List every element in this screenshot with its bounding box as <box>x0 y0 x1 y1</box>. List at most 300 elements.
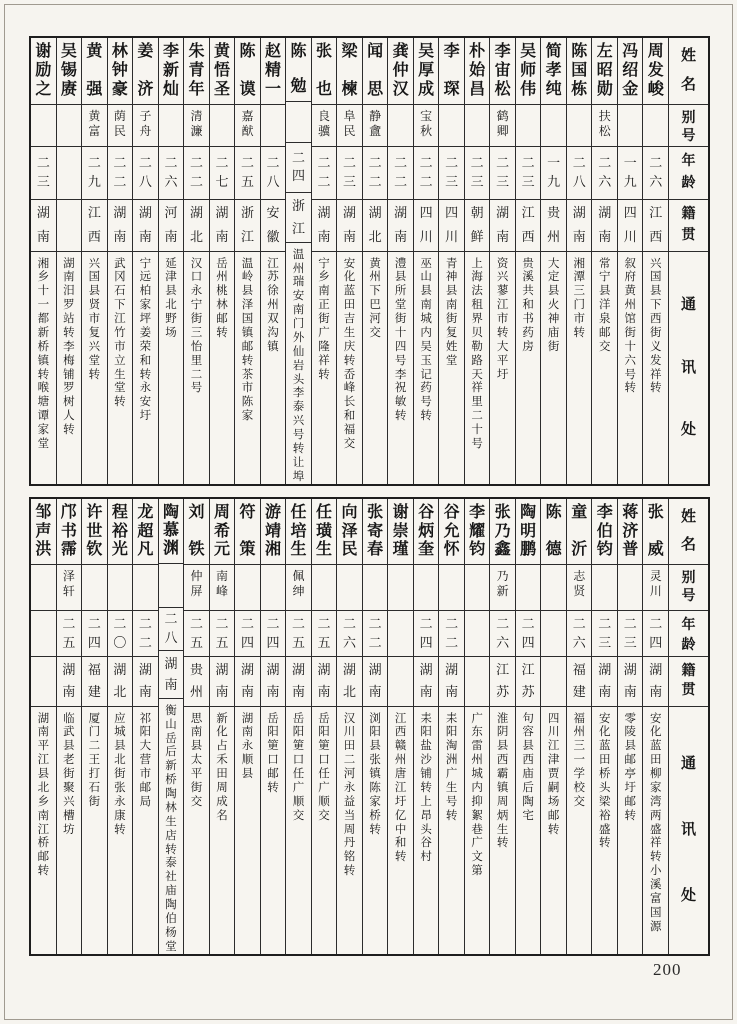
person-alias <box>261 565 286 611</box>
character: 二 <box>240 155 254 171</box>
person-age <box>490 611 515 657</box>
character: 镇 <box>369 768 381 780</box>
character: 子 <box>139 109 152 123</box>
character: 禾 <box>216 754 228 767</box>
character: 安 <box>139 396 152 409</box>
character: 上 <box>471 257 483 270</box>
person-name <box>312 499 337 565</box>
character: 李 <box>443 43 460 60</box>
character: 江 <box>87 205 101 220</box>
character: 昭 <box>596 62 613 80</box>
person-alias <box>31 105 56 147</box>
character: 絮 <box>471 809 483 822</box>
person-alias <box>133 565 158 611</box>
character: 南 <box>63 271 75 284</box>
person-column <box>234 38 260 484</box>
character: 嗣 <box>547 781 560 794</box>
character: 程 <box>111 504 128 521</box>
character: 乡 <box>318 271 330 284</box>
character: 湘 <box>37 257 50 270</box>
character: 南 <box>190 726 203 739</box>
character: 名 <box>680 77 696 94</box>
person-age <box>567 147 592 200</box>
character: 湖 <box>623 662 637 677</box>
character: 处 <box>680 888 696 905</box>
character: 康 <box>114 809 126 822</box>
character: 湖 <box>266 662 280 677</box>
character: 社 <box>165 871 177 884</box>
character: 五 <box>317 634 331 650</box>
character: 始 <box>469 62 486 80</box>
character: 培 <box>290 522 307 540</box>
character: 田 <box>649 754 662 767</box>
character: 松 <box>494 81 511 99</box>
character: 广 <box>445 768 458 780</box>
character: 王 <box>88 754 101 767</box>
person-age <box>363 147 388 200</box>
character: 第 <box>471 865 483 878</box>
character: 转 <box>343 865 356 878</box>
person-alias <box>235 105 260 147</box>
character: 乃 <box>496 569 509 583</box>
character: 龄 <box>681 637 696 653</box>
character: 三 <box>496 174 510 189</box>
character: 顺 <box>318 795 330 808</box>
character: 转 <box>547 823 560 836</box>
character: 江 <box>394 781 407 794</box>
character: 阳 <box>292 726 305 739</box>
character: 黄 <box>213 43 230 60</box>
character: 江 <box>37 754 50 767</box>
character: 阳 <box>267 726 279 739</box>
person-address <box>414 707 439 954</box>
character: 三 <box>445 174 459 189</box>
header-origin <box>669 657 708 707</box>
person-alias <box>337 565 362 611</box>
person-origin <box>363 200 388 252</box>
character: 湖 <box>292 662 306 677</box>
character: 四 <box>649 634 663 650</box>
person-column <box>438 499 464 954</box>
character: 仙 <box>292 345 305 358</box>
person-origin <box>133 200 158 252</box>
character: 祥 <box>471 382 483 395</box>
character: 二 <box>215 155 229 171</box>
character: 泽 <box>62 569 75 583</box>
person-age <box>286 611 311 657</box>
character: 陵 <box>624 726 636 739</box>
character: 庙 <box>547 326 560 339</box>
character: 学 <box>573 768 585 780</box>
character: 邮 <box>598 326 611 339</box>
character: 昌 <box>469 81 486 99</box>
character: 富 <box>649 892 662 905</box>
character: 二 <box>164 155 178 171</box>
character: 生 <box>290 541 307 559</box>
character: 塘 <box>37 396 50 409</box>
character: 峰 <box>343 382 356 395</box>
header-alias <box>669 105 708 147</box>
character: 谷 <box>418 504 435 521</box>
person-origin <box>465 200 490 252</box>
character: 四 <box>87 634 101 650</box>
character: 店 <box>165 829 177 842</box>
character: 新 <box>496 584 509 599</box>
character: 邮 <box>267 768 279 780</box>
character: 黄 <box>88 109 101 123</box>
person-origin <box>159 651 184 699</box>
character: 界 <box>471 313 483 325</box>
character: 二 <box>368 155 382 171</box>
person-column <box>81 499 107 954</box>
person-age <box>643 611 668 657</box>
character: 溪 <box>522 271 534 284</box>
person-alias <box>337 105 362 147</box>
person-name <box>567 499 592 565</box>
character: 圩 <box>496 368 509 381</box>
character: 堂 <box>114 382 126 395</box>
person-column <box>285 499 311 954</box>
character: 金 <box>622 81 639 99</box>
person-column <box>464 499 490 954</box>
character: 良 <box>318 109 331 123</box>
character: 三 <box>573 285 585 298</box>
character: 立 <box>114 354 126 367</box>
character: 鲜 <box>470 229 484 245</box>
person-column <box>56 499 82 954</box>
character: 转 <box>88 368 101 381</box>
character: 交 <box>343 437 356 450</box>
character: 里 <box>190 354 203 367</box>
character: 南 <box>266 684 280 700</box>
character: 福 <box>343 424 356 436</box>
character: 天 <box>471 368 483 381</box>
person-column <box>107 38 133 484</box>
character: 鹤 <box>496 109 509 123</box>
person-address <box>108 707 133 954</box>
person-alias <box>490 105 515 147</box>
character: 交 <box>292 809 305 822</box>
character: 北 <box>165 299 177 312</box>
character: 内 <box>420 326 432 339</box>
character: 二 <box>138 155 152 171</box>
person-alias <box>184 565 209 611</box>
person-address <box>184 707 209 954</box>
person-age <box>618 147 643 200</box>
character: 二 <box>649 615 663 631</box>
character: 田 <box>343 740 356 753</box>
character: 二 <box>368 634 382 650</box>
character: 二 <box>138 634 152 650</box>
character: 蒋 <box>622 504 639 521</box>
person-address <box>82 252 107 484</box>
character: 周 <box>343 823 356 836</box>
character: 城 <box>420 313 432 325</box>
character: 青 <box>445 257 458 270</box>
character: 怀 <box>443 541 460 559</box>
person-age <box>592 147 617 200</box>
person-name <box>490 38 515 105</box>
character: 南 <box>164 229 178 245</box>
person-name <box>592 499 617 565</box>
character: 二 <box>62 615 76 631</box>
character: 槽 <box>63 809 75 822</box>
character: 湖 <box>240 662 254 677</box>
character: 湖 <box>394 205 408 220</box>
character: 场 <box>547 795 560 808</box>
character: 策 <box>239 541 256 559</box>
person-age <box>133 611 158 657</box>
character: 李 <box>469 504 486 521</box>
character: 别 <box>681 571 696 586</box>
character: 陈 <box>241 396 254 409</box>
character: 内 <box>471 781 483 794</box>
character: 祥 <box>649 837 662 850</box>
character: 市 <box>241 382 254 395</box>
character: 城 <box>114 726 126 739</box>
character: 湖 <box>317 662 331 677</box>
character: 勉 <box>290 78 307 96</box>
character: 县 <box>496 740 509 753</box>
character: 二 <box>292 615 306 631</box>
person-origin <box>567 657 592 707</box>
person-origin <box>286 193 311 243</box>
character: 圩 <box>624 781 636 794</box>
character: 都 <box>37 313 50 325</box>
character: 龄 <box>681 176 696 192</box>
character: 二 <box>113 615 127 631</box>
character: 容 <box>522 726 534 739</box>
character: 黄 <box>624 285 636 298</box>
character: 二 <box>598 615 612 631</box>
person-age <box>82 147 107 200</box>
character: 二 <box>419 174 433 189</box>
character: 六 <box>496 634 510 650</box>
person-address <box>159 252 184 484</box>
character: 二 <box>87 155 101 171</box>
character: 潭 <box>573 271 585 284</box>
character: 国 <box>571 62 588 80</box>
person-column <box>591 499 617 954</box>
person-alias <box>439 565 464 611</box>
character: 转 <box>496 326 509 339</box>
person-column <box>362 499 388 954</box>
character: 安 <box>266 205 280 220</box>
character: 李 <box>394 368 407 381</box>
character: 盛 <box>598 823 611 836</box>
character: 大 <box>496 340 509 353</box>
character: 贾 <box>547 768 560 780</box>
character: 山 <box>165 718 177 731</box>
character: 定 <box>547 271 560 284</box>
character: 永 <box>343 781 356 794</box>
person-origin <box>592 657 617 707</box>
character: 冯 <box>622 43 639 60</box>
character: 兴 <box>88 257 101 270</box>
character: 二 <box>445 155 459 171</box>
person-alias <box>261 105 286 147</box>
character: 谢 <box>35 43 52 60</box>
character: 贝 <box>471 326 483 339</box>
person-name <box>516 38 541 105</box>
person-origin <box>490 657 515 707</box>
character: 苏 <box>496 684 510 700</box>
character: 占 <box>216 740 228 753</box>
character: 陈 <box>239 43 256 60</box>
character: 转 <box>165 843 177 856</box>
character: 野 <box>165 313 177 325</box>
person-column <box>464 38 490 484</box>
character: 黄 <box>86 43 103 60</box>
character: 县 <box>598 285 611 298</box>
character: 陶 <box>162 504 179 521</box>
person-column <box>642 38 668 484</box>
character: 街 <box>190 313 203 325</box>
character: 州 <box>471 754 483 767</box>
character: 茶 <box>241 368 254 381</box>
character: 栋 <box>571 81 588 99</box>
character: 玉 <box>420 354 432 367</box>
person-age <box>57 147 82 200</box>
character: 勋 <box>596 81 613 99</box>
character: 县 <box>522 740 534 753</box>
character: 姜 <box>139 326 152 339</box>
character: 复 <box>445 326 458 339</box>
character: 精 <box>265 62 282 80</box>
character: 温 <box>292 248 305 261</box>
person-address <box>618 252 643 484</box>
character: 西 <box>521 229 535 245</box>
character: 湖 <box>598 662 612 677</box>
character: 复 <box>88 326 101 339</box>
character: 安 <box>649 712 662 725</box>
character: 贵 <box>522 257 534 270</box>
character: 仲 <box>392 62 409 80</box>
character: 转 <box>267 781 279 794</box>
character: 陈 <box>571 43 588 60</box>
person-alias <box>159 105 184 147</box>
character: 周 <box>213 504 230 521</box>
character: 兴 <box>292 415 305 428</box>
person-alias <box>184 105 209 147</box>
character: 南 <box>138 684 152 700</box>
character: 陈 <box>369 781 381 794</box>
person-address <box>541 252 566 484</box>
person-name <box>618 499 643 565</box>
character: 生 <box>165 815 177 828</box>
character: 春 <box>367 541 384 559</box>
person-address <box>490 252 515 484</box>
person-age <box>108 611 133 657</box>
character: 二 <box>317 615 331 631</box>
character: 湖 <box>189 205 203 220</box>
character: 四 <box>419 634 433 650</box>
character: 洲 <box>445 754 458 767</box>
character: 南 <box>420 299 432 312</box>
person-name <box>286 499 311 565</box>
character: 西 <box>649 229 663 245</box>
character: 后 <box>165 746 177 759</box>
character: 成 <box>216 795 228 808</box>
person-origin <box>516 200 541 252</box>
character: 药 <box>522 326 534 339</box>
person-origin <box>337 200 362 252</box>
character: 湖 <box>215 205 229 220</box>
character: 盦 <box>369 124 382 139</box>
person-origin <box>261 200 286 252</box>
character: 湖 <box>317 205 331 220</box>
character: 七 <box>215 174 229 189</box>
person-column <box>489 499 515 954</box>
character: 市 <box>114 340 126 353</box>
character: 南 <box>317 684 331 700</box>
character: 荫 <box>113 109 126 123</box>
person-column <box>183 38 209 484</box>
character: 让 <box>292 456 305 469</box>
person-alias <box>541 105 566 147</box>
character: 裕 <box>111 522 128 540</box>
character: 家 <box>139 299 152 312</box>
character: 兴 <box>649 257 662 270</box>
character: 游 <box>265 504 282 521</box>
person-origin <box>643 200 668 252</box>
character: 三 <box>598 634 612 650</box>
character: 二 <box>164 611 178 627</box>
character: 徽 <box>266 229 280 245</box>
character: 周 <box>216 781 228 794</box>
character: 江 <box>37 823 50 836</box>
person-age <box>235 611 260 657</box>
person-name <box>567 38 592 105</box>
character: 罗 <box>63 382 75 395</box>
character: 桃 <box>216 285 228 298</box>
person-origin <box>516 657 541 707</box>
person-column <box>566 499 592 954</box>
character: 州 <box>394 754 407 767</box>
character: 南 <box>240 684 254 700</box>
person-address <box>82 707 107 954</box>
person-age <box>31 147 56 200</box>
character: 峰 <box>215 584 228 599</box>
person-column <box>566 38 592 484</box>
character: 南 <box>368 684 382 700</box>
person-address <box>261 252 286 484</box>
character: 邮 <box>241 340 254 353</box>
person-alias <box>235 565 260 611</box>
character: 铺 <box>420 768 432 780</box>
person-age <box>184 147 209 200</box>
character: 江 <box>394 712 407 725</box>
character: 北 <box>114 754 126 767</box>
person-column <box>515 499 541 954</box>
character: 童 <box>571 504 588 521</box>
character: 南 <box>292 684 306 700</box>
character: 衡 <box>165 704 177 717</box>
character: 允 <box>443 522 460 540</box>
character: 乡 <box>37 271 50 284</box>
character: 张 <box>647 504 664 521</box>
character: 济 <box>137 81 154 99</box>
person-alias <box>465 565 490 611</box>
character: 南 <box>37 726 50 739</box>
character: 谟 <box>239 81 256 99</box>
person-age <box>312 147 337 200</box>
person-name <box>235 38 260 105</box>
character: 县 <box>190 740 203 753</box>
character: 巴 <box>369 299 381 312</box>
character: 邮 <box>139 781 152 794</box>
character: 普 <box>622 541 639 559</box>
